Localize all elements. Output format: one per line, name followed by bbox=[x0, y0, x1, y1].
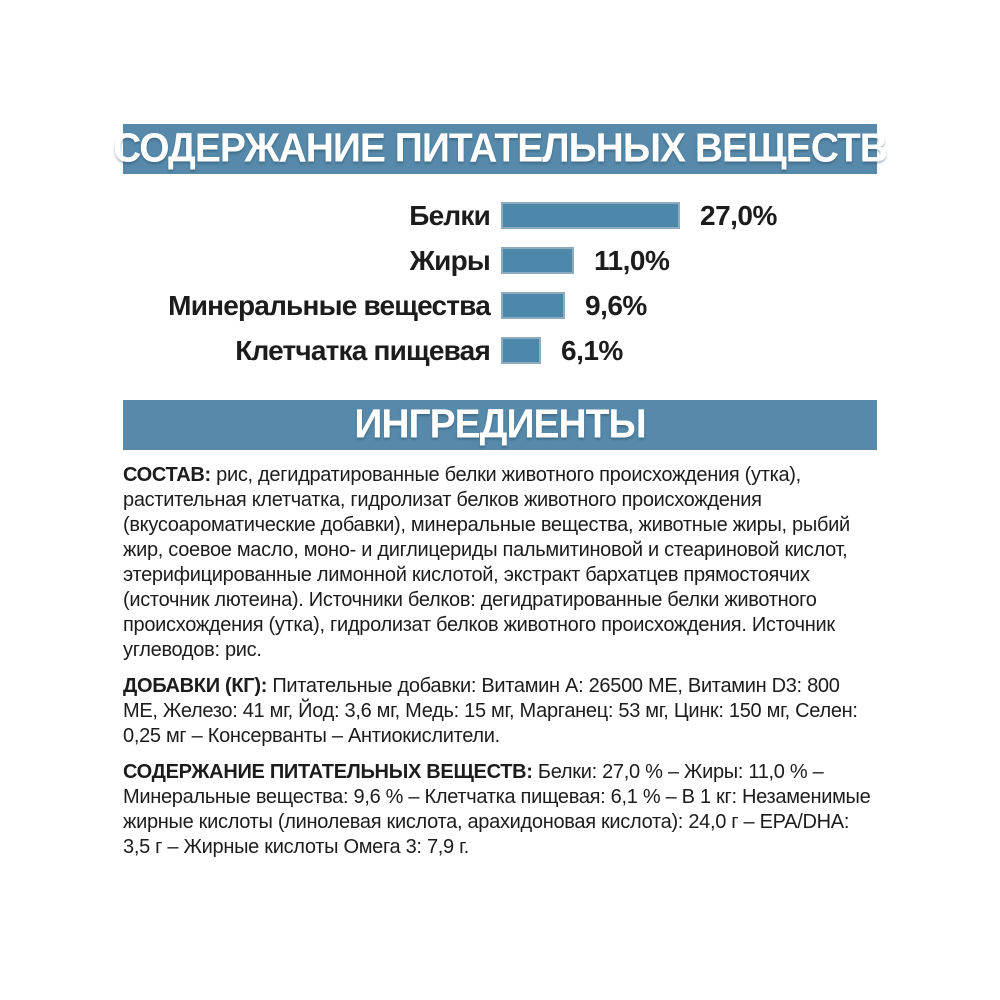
composition-paragraph bbox=[123, 463, 877, 663]
additives-label: ДОБАВКИ (КГ): bbox=[123, 675, 268, 697]
bar-label: Белки bbox=[409, 199, 490, 231]
ingredients-section-title: ИНГРЕДИЕНТЫ bbox=[354, 402, 646, 447]
bar-value: 11,0% bbox=[594, 244, 670, 276]
composition-label: СОСТАВ: bbox=[123, 464, 211, 486]
nutrient-content-paragraph bbox=[123, 760, 877, 860]
bar-proteins bbox=[501, 202, 680, 229]
bar-value: 6,1% bbox=[561, 334, 623, 366]
nutrients-bar-chart bbox=[123, 193, 877, 373]
chart-row-minerals bbox=[123, 283, 877, 328]
bar-value: 9,6% bbox=[585, 289, 647, 321]
additives-paragraph bbox=[123, 674, 877, 749]
bar-value: 27,0% bbox=[700, 199, 777, 231]
bar-label: Минеральные вещества bbox=[168, 289, 490, 321]
nutrient-content-label: СОДЕРЖАНИЕ ПИТАТЕЛЬНЫХ ВЕЩЕСТВ: bbox=[123, 761, 533, 783]
nutrients-section-header bbox=[113, 124, 887, 174]
nutrient-content-text: Белки: 27,0 % – Жиры: 11,0 % – Минеральные вещества: 9,6 % – Клетчатка пищевая: 6,1 % – В 1 кг: Незаменимые жирные кислоты (линолевая кислота, арахидоновая кислота): 24,0 г – EPA/DHA: 3,5 г – Жирные кислоты Омега 3: 7,9 г. bbox=[123, 761, 871, 858]
chart-row-proteins bbox=[123, 193, 877, 238]
bar-label: Жиры bbox=[409, 244, 490, 276]
chart-row-fats bbox=[123, 238, 877, 283]
additives-text: Питательные добавки: Витамин А: 26500 МЕ, Витамин D3: 800 МЕ, Железо: 41 мг, Йод: 3,6 мг, Медь: 15 мг, Марганец: 53 мг, Цинк: 150 мг, Селен: 0,25 мг – Консерванты – Антиокислители. bbox=[123, 675, 858, 747]
ingredients-section-header bbox=[123, 400, 877, 450]
bar-fiber bbox=[501, 337, 541, 364]
chart-row-fiber bbox=[123, 328, 877, 373]
bar-minerals bbox=[501, 292, 565, 319]
bar-label: Клетчатка пищевая bbox=[235, 334, 490, 366]
ingredients-text-block bbox=[123, 463, 877, 871]
composition-text: рис, дегидратированные белки животного происхождения (утка), растительная клетчатка, гидролизат белков животного происхождения (вкусоароматические добавки), минеральные вещества, животные жиры, рыбий жир, соевое масло, моно- и диглицериды пальмитиновой и стеариновой кислот, этерифицированные лимонной кислотой, экстракт бархатцев прямостоячих (источник лютеина). Источники белков: дегидратированные белки животного происхождения (утка), гидролизат белков животного происхождения. Источник углеводов: рис. bbox=[123, 464, 850, 661]
nutrients-section-title: СОДЕРЖАНИЕ ПИТАТЕЛЬНЫХ ВЕЩЕСТВ bbox=[113, 126, 887, 171]
bar-fats bbox=[501, 247, 574, 274]
